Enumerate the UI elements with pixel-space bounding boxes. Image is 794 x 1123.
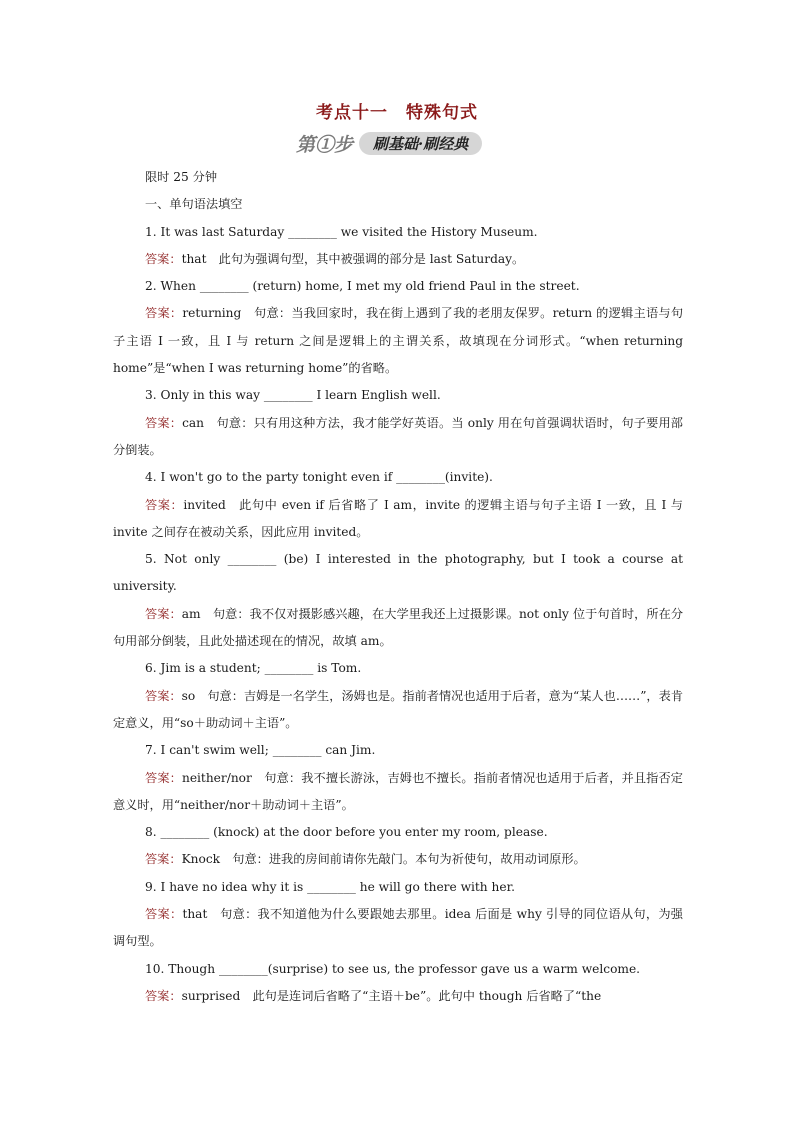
answer-5 [113, 601, 683, 656]
page-title: 考点十一 特殊句式 [316, 103, 478, 123]
answer-label: 答案： [145, 606, 182, 621]
answer-text: returning 句意：当我回家时，我在街上遇到了我的老朋友保罗。return 的逻辑主语与句子主语 I 一致，且 I 与 return 之间是逻辑上的主谓关系，故填现在分词形式。“when returning home”是“when I was returning home”的省略。 [113, 306, 684, 376]
question-4: 4. I won't go to the party tonight even if ________(invite). [145, 470, 493, 485]
answer-label: 答案： [145, 497, 184, 512]
answer-6 [113, 683, 683, 738]
answer-4 [113, 492, 683, 547]
answer-label: 答案： [145, 688, 182, 703]
time-limit: 限时 25 分钟 [145, 170, 218, 184]
answer-text: invited 此句中 even if 后省略了 I am，invite 的逻辑主语与句子主语 I 一致，且 I 与 invite 之间存在被动关系，因此应用 invited。 [113, 497, 683, 539]
question-5: 5. Not only ________ (be) I interested in the photography, but I took a course at university. [113, 552, 683, 594]
question-2: 2. When ________ (return) home, I met my old friend Paul in the street. [145, 279, 580, 294]
answer-label: 答案： [145, 907, 183, 922]
question-9: 9. I have no idea why it is ________ he will go there with her. [145, 879, 515, 894]
exercise-content [113, 164, 683, 1010]
answer-label: 答案： [145, 306, 183, 321]
answer-8 [113, 846, 683, 873]
answer-text: can 句意：只有用这种方法，我才能学好英语。当 only 用在句首强调状语时，句子要用部分倒装。 [113, 415, 683, 457]
answer-text: am 句意：我不仅对摄影感兴趣，在大学里我还上过摄影课。not only 位于句首时，所在分句用部分倒装，且此处描述现在的情况，故填 am。 [113, 606, 684, 649]
answer-9 [113, 901, 683, 956]
step-prefix: 第①步 [296, 133, 354, 156]
section-title: 一、单句语法填空 [145, 197, 243, 212]
answer-2 [113, 300, 683, 382]
answer-text: Knock 句意：进我的房间前请你先敲门。本句为祈使句，故用动词原形。 [181, 852, 586, 867]
answer-label: 答案： [145, 415, 183, 430]
answer-text: that 此句为强调句型，其中被强调的部分是 last Saturday。 [181, 251, 525, 266]
step-banner [296, 130, 482, 156]
answer-1 [113, 246, 683, 273]
question-1: 1. It was last Saturday ________ we visited the History Museum. [145, 224, 538, 239]
question-6: 6. Jim is a student; ________ is Tom. [145, 661, 362, 676]
answer-text: neither/nor 句意：我不擅长游泳，吉姆也不擅长。指前者情况也适用于后者，并且指否定意义时，用“neither/nor＋助动词＋主语”。 [113, 770, 683, 812]
answer-3 [113, 410, 683, 465]
answer-text: surprised 此句是连词后省略了“主语＋be”。此句中 though 后省略了“the [181, 988, 602, 1003]
question-8: 8. ________ (knock) at the door before you enter my room, please. [145, 825, 548, 840]
answer-label: 答案： [145, 988, 182, 1003]
question-10: 10. Though ________(surprise) to see us, the professor gave us a warm welcome. [145, 961, 641, 976]
answer-7 [113, 765, 683, 820]
answer-text: that 句意：我不知道他为什么要跟她去那里。idea 后面是 why 引导的同位语从句，为强调句型。 [113, 907, 683, 949]
answer-label: 答案： [145, 251, 182, 266]
answer-10 [113, 983, 683, 1010]
answer-label: 答案： [145, 852, 182, 867]
question-list [113, 219, 683, 1011]
question-7: 7. I can't swim well; ________ can Jim. [145, 743, 376, 758]
step-label: 刷基础·刷经典 [359, 132, 482, 155]
question-3: 3. Only in this way ________ I learn English well. [145, 388, 441, 403]
answer-text: so 句意：吉姆是一名学生，汤姆也是。指前者情况也适用于后者，意为“某人也……”，表肯定意义，用“so＋助动词＋主语”。 [113, 688, 684, 730]
answer-label: 答案： [145, 770, 182, 785]
